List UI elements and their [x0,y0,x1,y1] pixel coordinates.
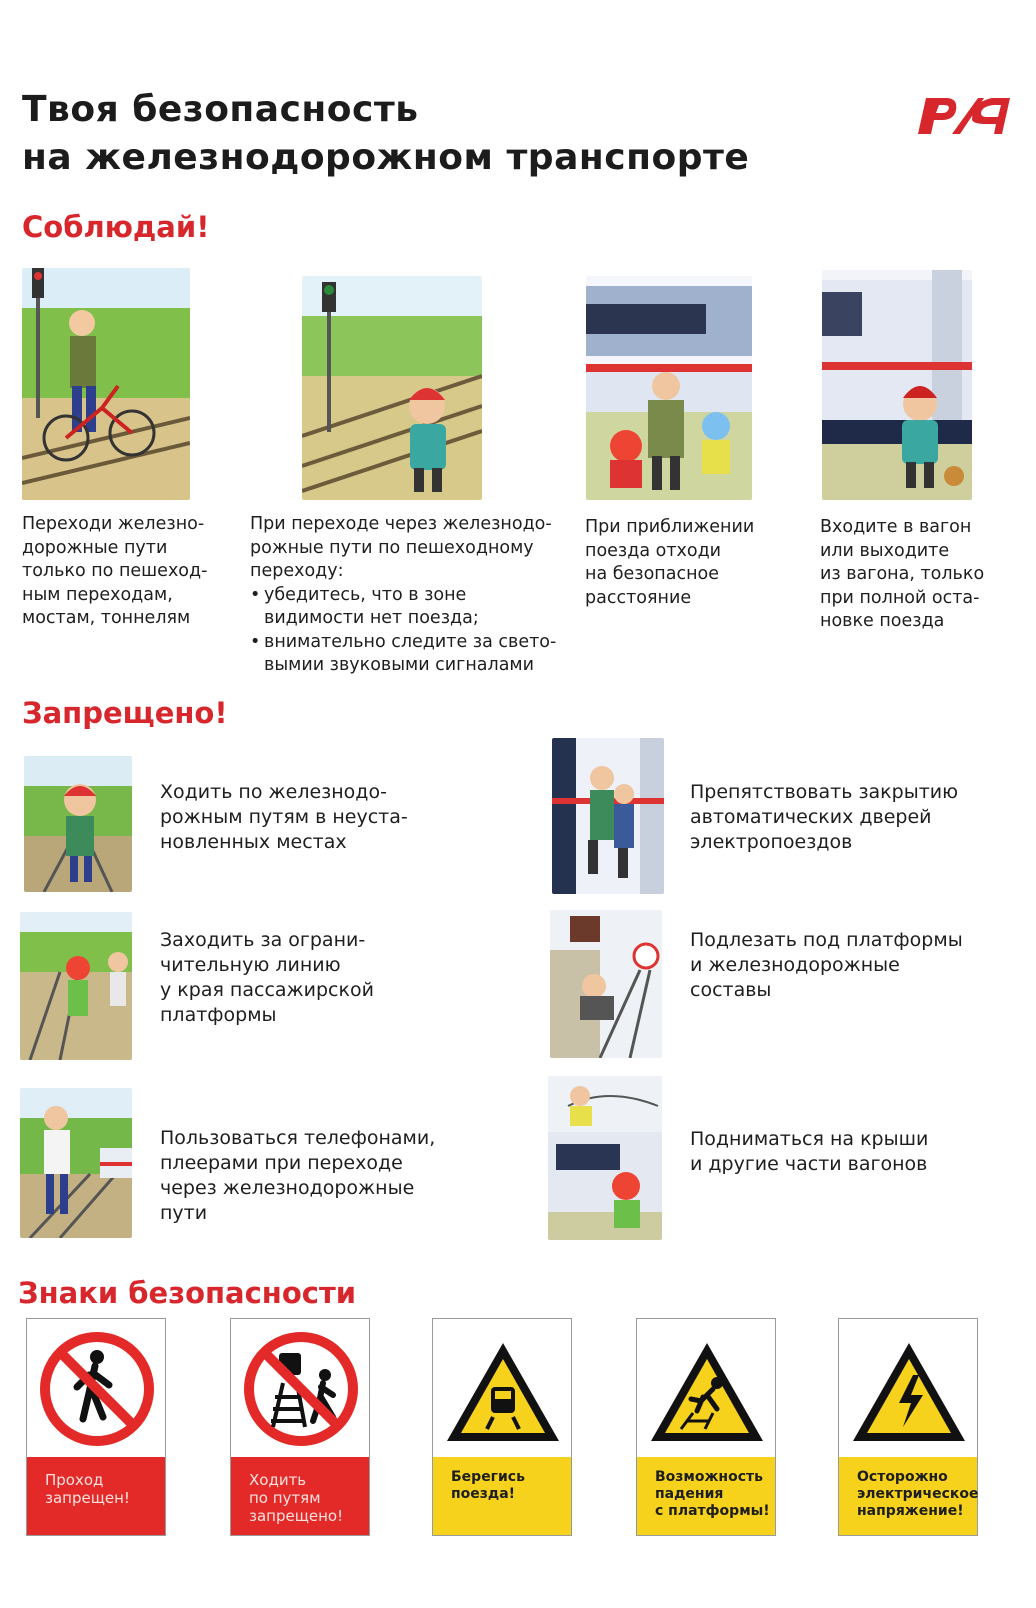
forbidden-heading: Запрещено! [22,696,228,730]
illustration-cyclist-crossing [22,268,190,500]
illustration-boy-on-tracks [24,756,132,892]
illustration-platform-edge [20,912,132,1060]
observe-bullet-2-text: внимательно следите за свето- вымии звуковыми сигналами [264,631,557,675]
forbidden-caption-2: Препятствовать закрытию автоматических дверей электропоездов [690,781,959,853]
signs-heading: Знаки безопасности [18,1276,357,1310]
sign-no-pedestrian [26,1318,166,1536]
fall-from-platform-warning-icon [647,1337,767,1447]
observe-bullet-1: • убедитесь, что в зоне видимости нет поезда; [250,584,575,631]
train-warning-icon [443,1337,563,1447]
rzd-logo [912,84,1016,140]
sign-voltage-warning [838,1318,978,1536]
observe-caption-2-intro: При переходе через железнодо- рожные пути по пешеходному переходу: [250,514,552,581]
illustration-phone-on-tracks [20,1088,132,1238]
title-line-1: Твоя безопасность [22,89,419,130]
sign-train-warning [432,1318,572,1536]
sign-fall-warning [636,1318,776,1536]
no-walking-on-tracks-icon [243,1331,359,1447]
sign-no-walking-on-tracks [230,1318,370,1536]
illustration-blocking-doors [552,738,664,894]
sign-label-fall-warning: Возможность падения с платформы! [637,1457,775,1535]
no-pedestrian-icon [39,1331,155,1447]
illustration-boy-at-crossing [302,276,482,500]
illustration-family-near-train [586,276,752,500]
illustration-crawling-under-platform [550,910,662,1058]
observe-bullet-1-text: убедитесь, что в зоне видимости нет поезда; [264,584,479,628]
observe-caption-4: Входите в вагон или выходите из вагона, только при полной оста- новке поезда [820,517,985,631]
title-line-2: на железнодорожном транспорте [22,137,750,178]
forbidden-caption-1: Ходить по железнодо- рожным путям в неуста- новленных местах [160,781,408,853]
page-title [22,86,749,182]
observe-bullet-2: • внимательно следите за свето- вымии звуковыми сигналами [250,631,575,678]
sign-label-no-pedestrian: Проход запрещен! [27,1457,165,1535]
observe-caption-1: Переходи железно- дорожные пути только по пешеход- ным переходам, мостам, тоннелям [22,514,208,628]
sign-label-voltage-warning: Осторожно электрическое напряжение! [839,1457,977,1535]
forbidden-caption-3: Заходить за ограни- чительную линию у края пассажирской платформы [160,929,374,1026]
observe-heading: Соблюдай! [22,210,210,244]
forbidden-caption-5: Пользоваться телефонами, плеерами при переходе через железнодорожные пути [160,1127,436,1224]
forbidden-caption-4: Подлезать под платформы и железнодорожные составы [690,929,963,1001]
illustration-boy-near-train-door [822,270,972,500]
high-voltage-warning-icon [849,1337,969,1447]
observe-caption-2 [250,513,575,678]
observe-caption-3: При приближении поезда отходи на безопасное расстояние [585,517,755,608]
forbidden-caption-6: Подниматься на крыши и другие части вагонов [690,1128,929,1175]
illustration-climbing-roof [548,1076,662,1240]
sign-label-train-warning: Берегись поезда! [433,1457,571,1535]
sign-label-no-walking-on-tracks: Ходить по путям запрещено! [231,1457,369,1535]
